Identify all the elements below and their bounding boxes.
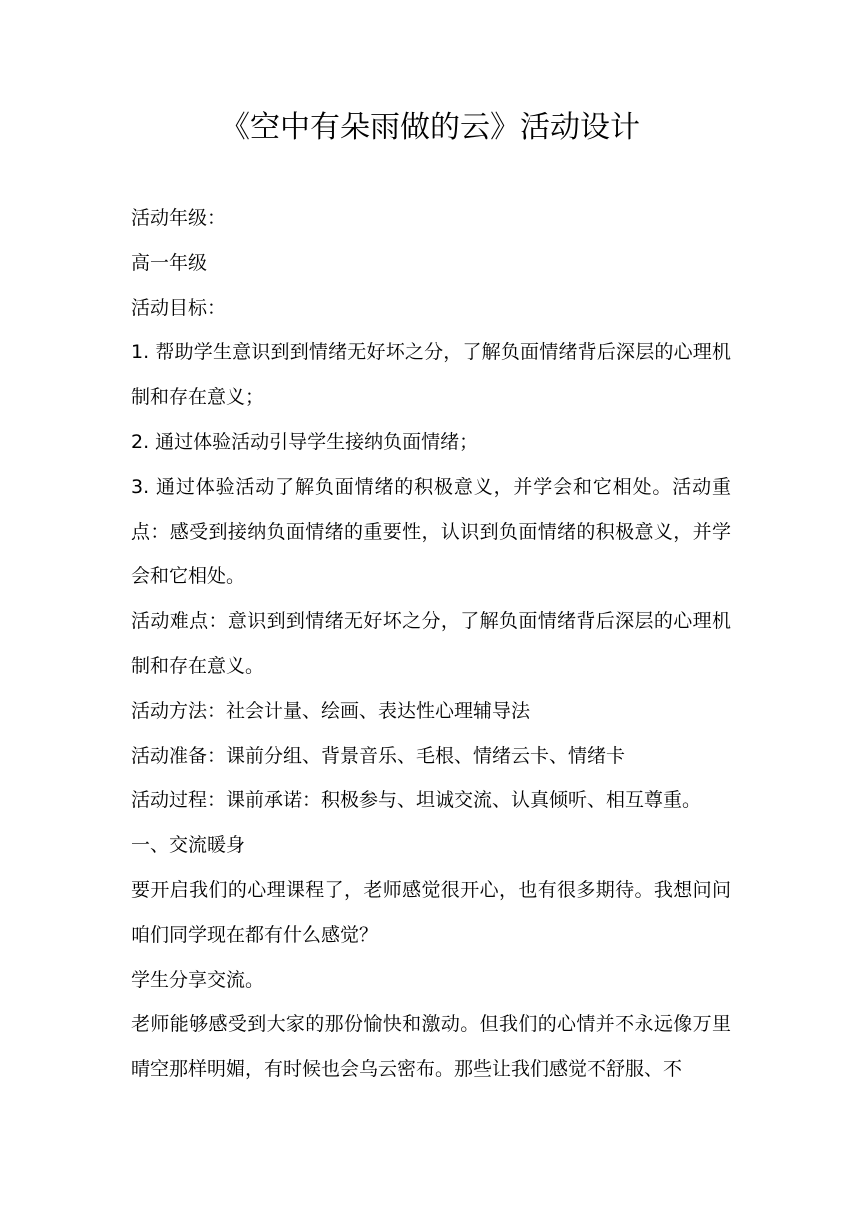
paragraph-warmup-intro: 要开启我们的心理课程了，老师感觉很开心，也有很多期待。我想问问咱们同学现在都有什么感觉？	[131, 878, 731, 946]
paragraph-grade-value: 高一年级	[131, 251, 208, 274]
paragraph-process: 活动过程：课前承诺：积极参与、坦诚交流、认真倾听、相互尊重。	[131, 789, 702, 812]
paragraph-grade-label: 活动年级：	[131, 207, 227, 229]
paragraph-methods: 活动方法：社会计量、绘画、表达性心理辅导法	[131, 699, 531, 722]
document-body	[131, 196, 731, 1092]
paragraph-goals-label: 活动目标：	[131, 296, 227, 319]
paragraph-preparation: 活动准备：课前分组、背景音乐、毛根、情绪云卡、情绪卡	[131, 744, 626, 767]
document-title: 《空中有朵雨做的云》活动设计	[220, 110, 640, 145]
section-heading-warmup: 一、交流暖身	[131, 834, 246, 857]
paragraph-goal-1: 1. 帮助学生意识到到情绪无好坏之分，了解负面情绪背后深层的心理机制和存在意义；	[131, 341, 731, 409]
paragraph-difficulty: 活动难点：意识到到情绪无好坏之分，了解负面情绪背后深层的心理机制和存在意义。	[131, 610, 731, 677]
paragraph-student-sharing: 学生分享交流。	[131, 968, 265, 991]
paragraph-goal-2: 2. 通过体验活动引导学生接纳负面情绪；	[131, 430, 479, 453]
paragraph-teacher-reflection: 老师能够感受到大家的那份愉快和激动。但我们的心情并不永远像万里晴空那样明媚，有时候也会乌云密布。那些让我们感觉不舒服、不	[131, 1013, 731, 1081]
paragraph-goal-3: 3. 通过体验活动了解负面情绪的积极意义，并学会和它相处。活动重点：感受到接纳负面情绪的重要性，认识到负面情绪的积极意义，并学会和它相处。	[131, 475, 731, 588]
